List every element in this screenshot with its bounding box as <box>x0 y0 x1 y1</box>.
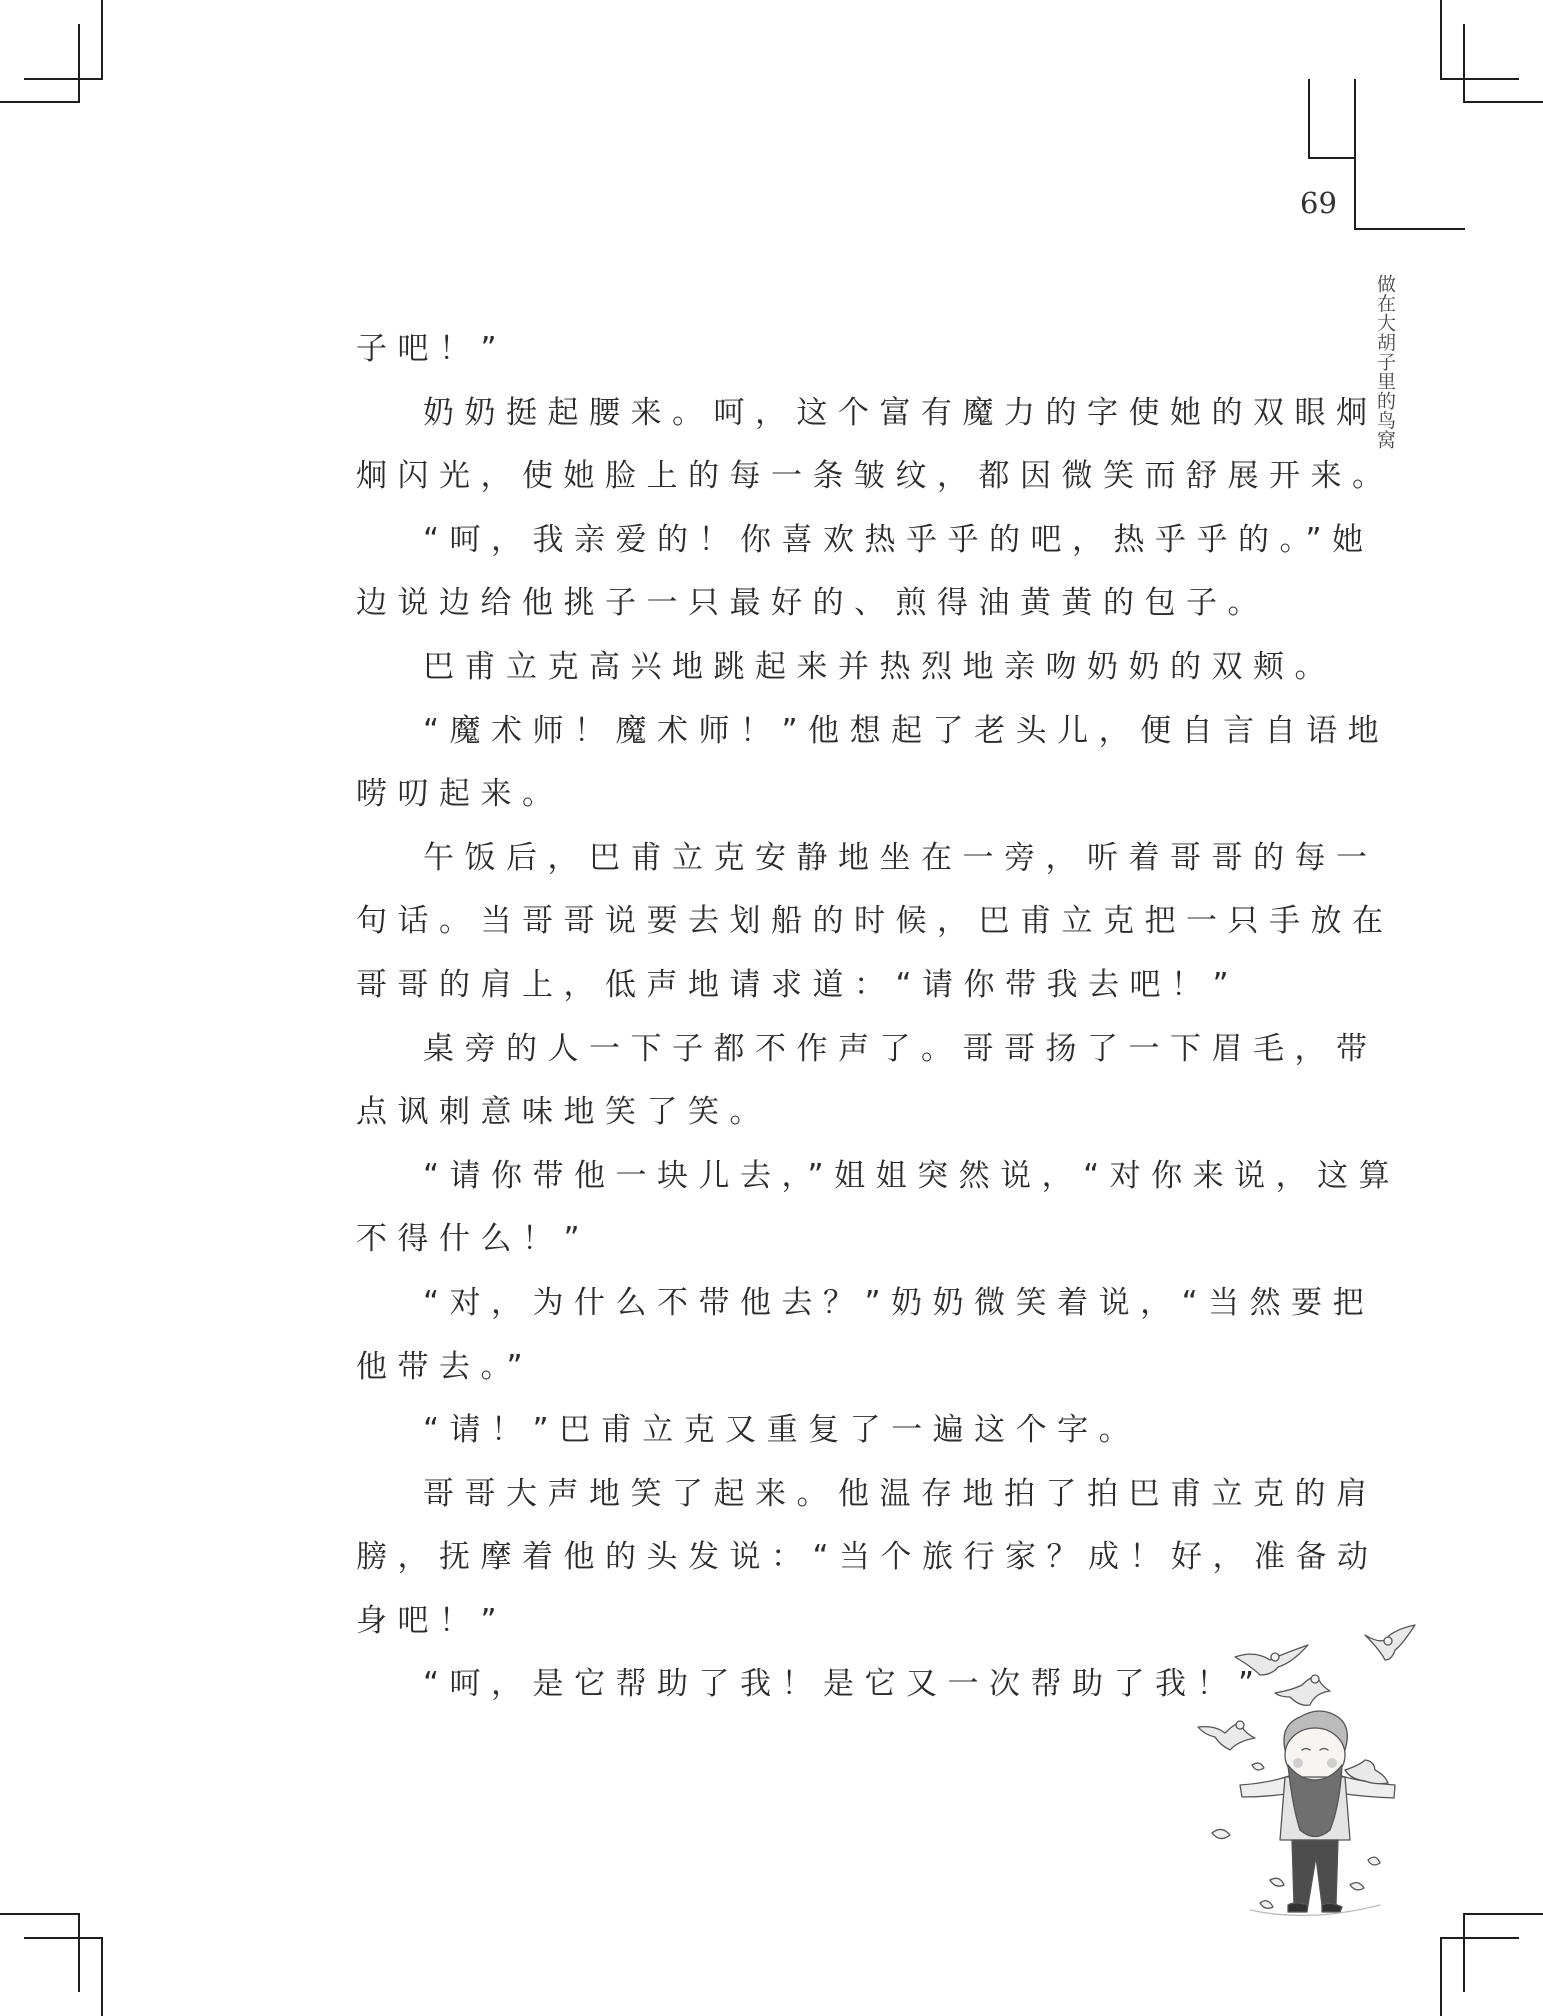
text-line: 不得什么！” <box>356 1221 591 1258</box>
crop-mark <box>1440 1937 1442 2016</box>
text-line: “对，为什么不带他去？”奶奶微笑着说，“当然要把 <box>423 1284 1375 1321</box>
text-line: 子吧！” <box>356 331 508 367</box>
crop-mark <box>24 78 103 80</box>
page-number: 69 <box>1300 186 1337 220</box>
text-line: “呵，是它帮助了我！是它又一次帮助了我！” <box>423 1666 1265 1703</box>
bearded-man-illustration <box>1180 1605 1430 1930</box>
text-line: “呵，我亲爱的！你喜欢热乎乎的吧，热乎乎的。”她 <box>423 521 1374 558</box>
text-line: 唠叨起来。 <box>356 776 564 813</box>
text-line: 桌旁的人一下子都不作声了。哥哥扬了一下眉毛，带 <box>423 1030 1378 1067</box>
text-line: 哥哥的肩上，低声地请求道：“请你带我去吧！” <box>356 966 1240 1003</box>
bird-icon <box>1275 1675 1330 1705</box>
text-line: 哥哥大声地笑了起来。他温存地拍了拍巴甫立克的肩 <box>423 1475 1378 1512</box>
bird-icon <box>1365 1625 1415 1660</box>
header-rule <box>1354 228 1465 230</box>
text-line: 炯闪光，使她脸上的每一条皱纹，都因微笑而舒展开来。 <box>356 458 1394 495</box>
header-rule <box>1354 79 1356 230</box>
text-line: 边说边给他挑子一只最好的、煎得油黄黄的包子。 <box>356 585 1269 622</box>
crop-mark <box>1463 24 1465 103</box>
running-title: 做在大胡子里的鸟窝 <box>1374 274 1396 450</box>
text-line: 身吧！” <box>356 1602 508 1639</box>
bird-icon <box>1235 1645 1308 1675</box>
header-rule <box>1308 157 1355 159</box>
crop-mark <box>1440 0 1442 79</box>
text-line: 他带去。” <box>356 1348 534 1385</box>
text-line: “请！”巴甫立克又重复了一遍这个字。 <box>423 1412 1141 1449</box>
crop-mark <box>101 0 103 79</box>
text-line: “请你带他一块儿去，”姐姐突然说，“对你来说，这算 <box>423 1157 1401 1194</box>
crop-mark <box>0 1913 80 1915</box>
header-rule <box>1308 79 1310 158</box>
crop-mark <box>1463 101 1543 103</box>
crop-mark <box>1440 78 1519 80</box>
text-line: 膀，抚摩着他的头发说：“当个旅行家？成！好，准备动 <box>356 1539 1379 1576</box>
crop-mark <box>1463 1913 1465 1992</box>
bird-icon <box>1198 1721 1255 1750</box>
text-line: “魔术师！魔术师！”他想起了老头儿，便自言自语地 <box>423 712 1390 749</box>
text-line: 巴甫立克高兴地跳起来并热烈地亲吻奶奶的双颊。 <box>423 648 1336 685</box>
text-line: 句话。当哥哥说要去划船的时候，巴甫立克把一只手放在 <box>356 903 1394 940</box>
crop-mark <box>101 1937 103 2016</box>
crop-mark <box>1440 1937 1519 1939</box>
text-line: 奶奶挺起腰来。呵，这个富有魔力的字使她的双眼炯 <box>423 394 1378 431</box>
crop-mark <box>78 24 80 103</box>
text-line: 午饭后，巴甫立克安静地坐在一旁，听着哥哥的每一 <box>423 839 1378 876</box>
crop-mark <box>24 1937 103 1939</box>
crop-mark <box>1463 1913 1543 1915</box>
crop-mark <box>78 1913 80 1992</box>
text-line: 点讽刺意味地笑了笑。 <box>356 1094 771 1131</box>
crop-mark <box>0 101 80 103</box>
